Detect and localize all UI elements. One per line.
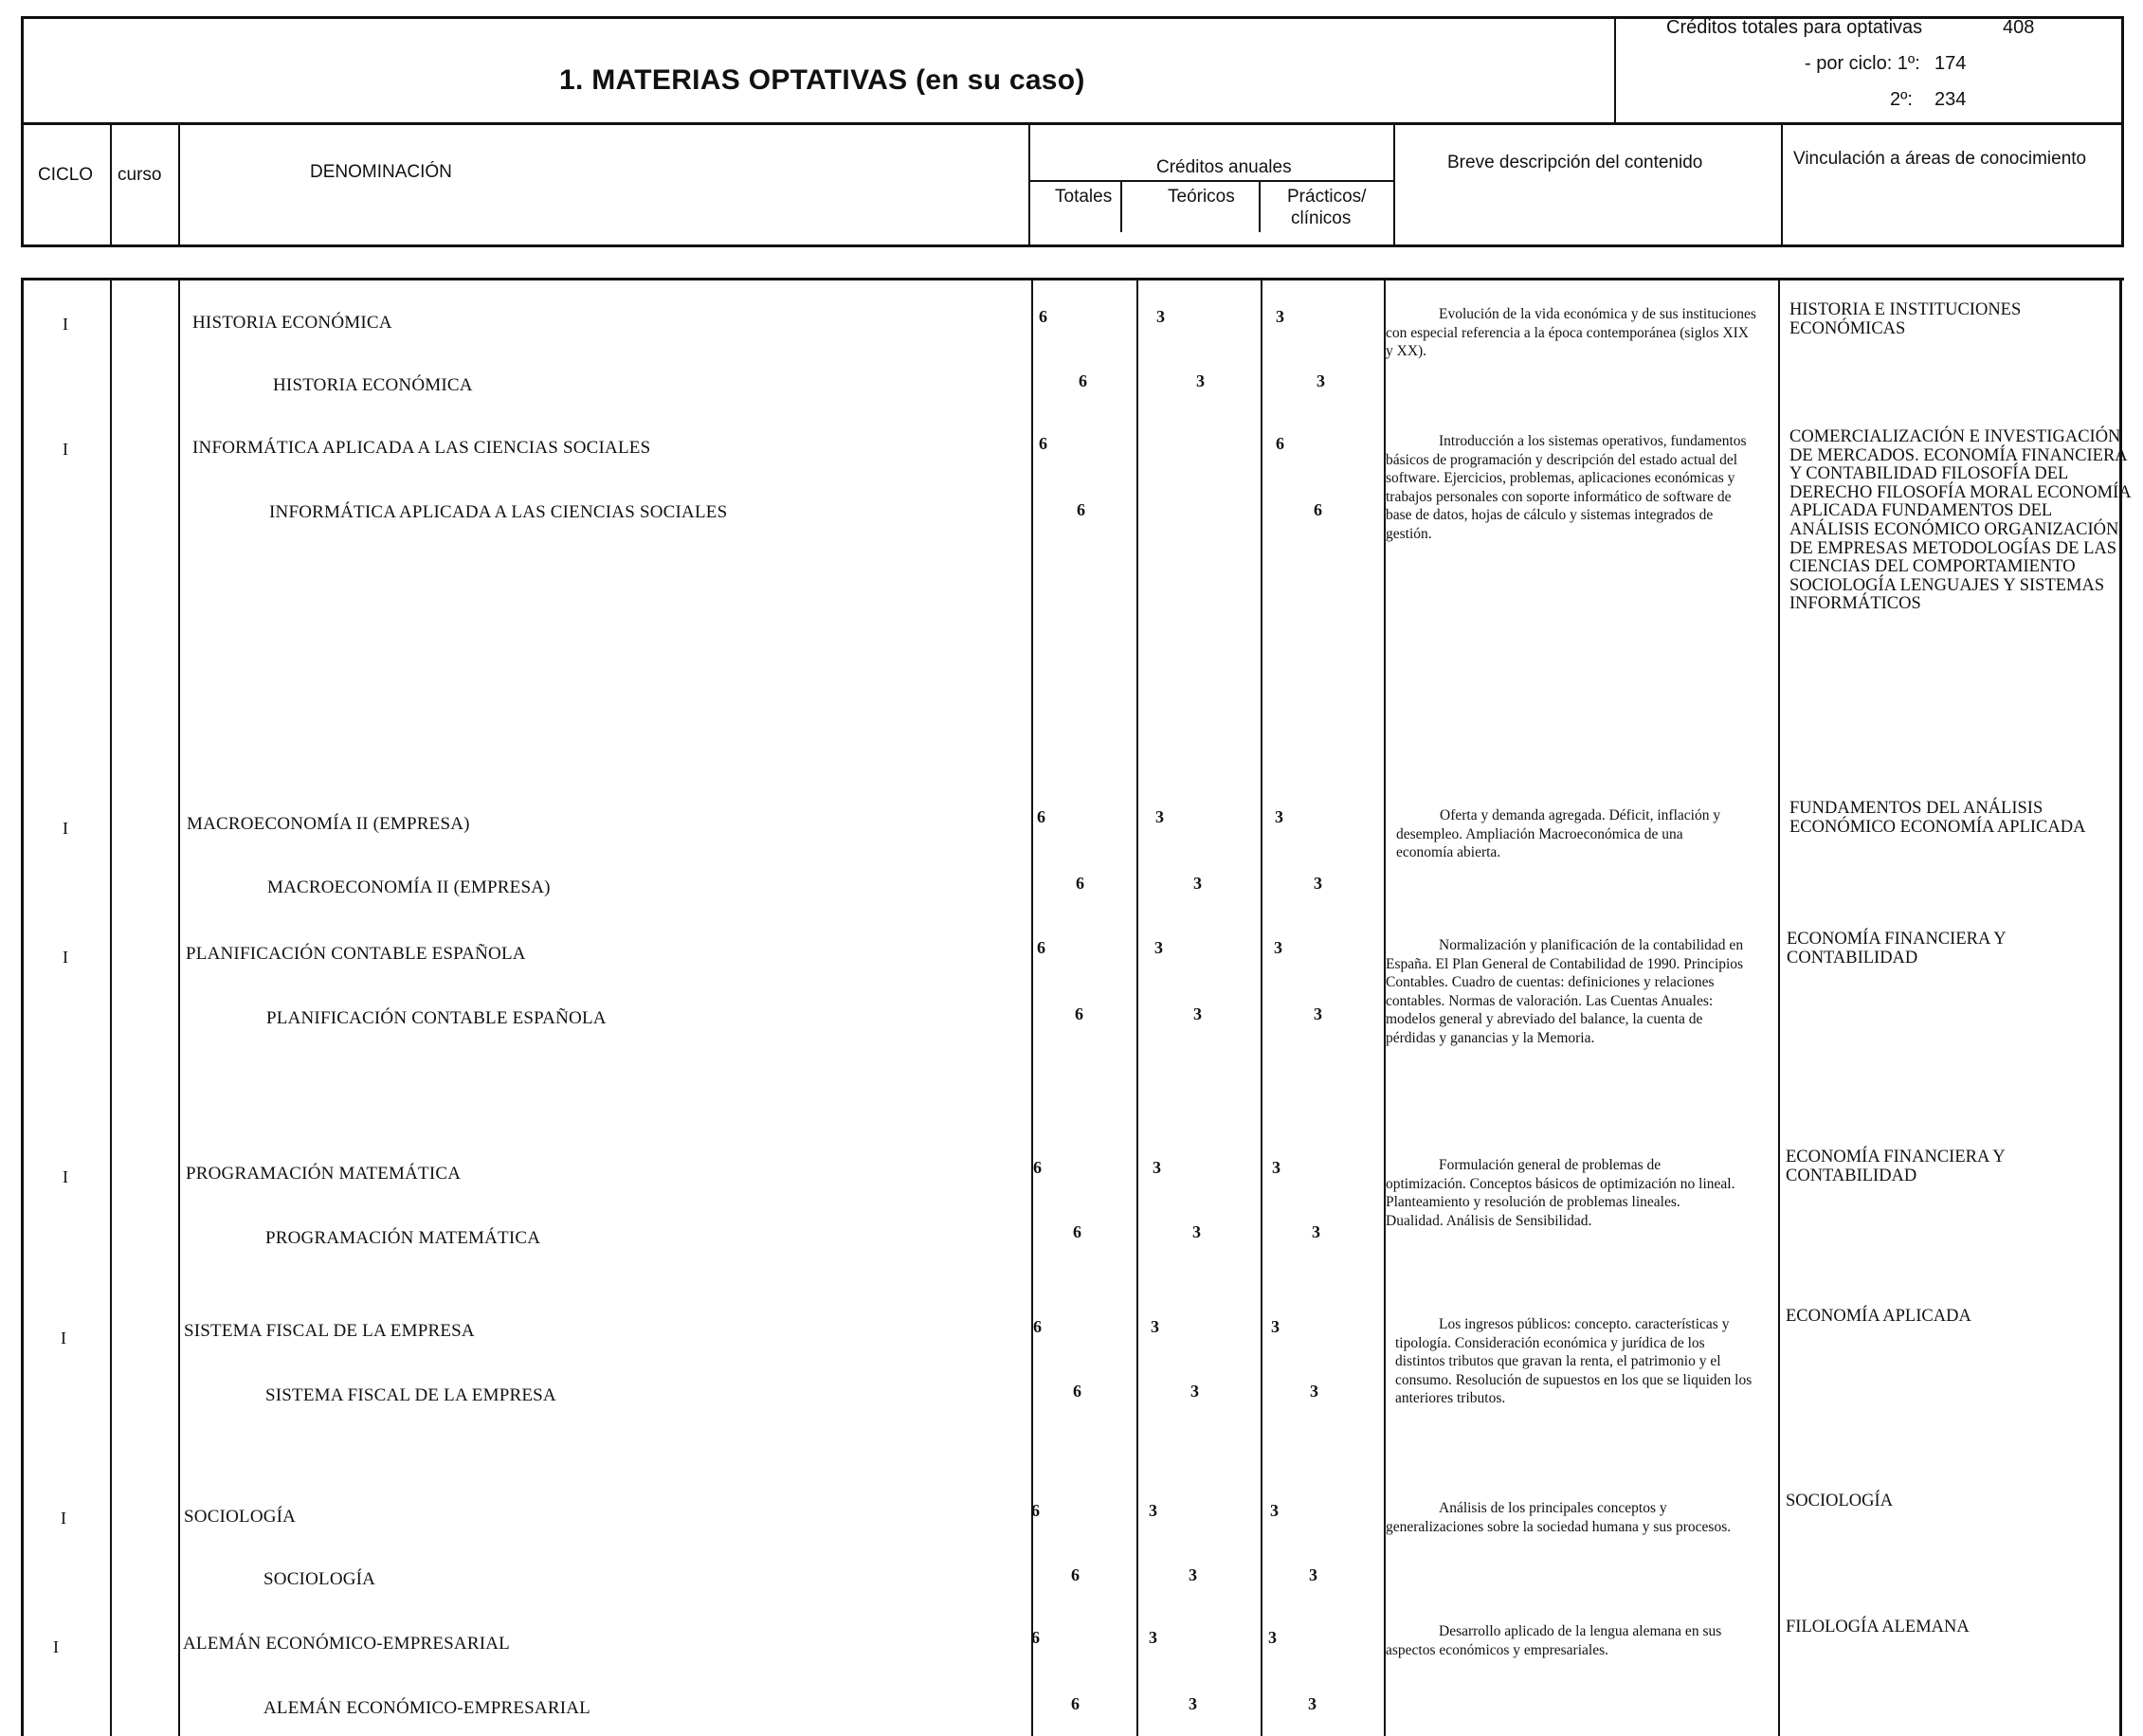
ciclo1-value: 174 <box>1934 53 1967 74</box>
credit-totales: 6 <box>1033 1158 1042 1177</box>
title-divider <box>21 122 2124 125</box>
ciclo2-label: 2º: <box>1890 89 1913 110</box>
sub-credit-practicos: 6 <box>1314 500 1322 519</box>
subject-description: Los ingresos públicos: concepto. características y tipología. Consideración económica y jurídica de los distintos tributos que gravan la renta, el patrimonio y el consumo. Resolución de supuestos en los que se liquiden los anteriores tributos. <box>1395 1316 1753 1407</box>
creditos-totales-label: Créditos totales para optativas <box>1666 17 1923 38</box>
knowledge-areas: COMERCIALIZACIÓN E INVESTIGACIÓN DE MERCADOS. ECONOMÍA FINANCIERA Y CONTABILIDAD FILOSOFÍA DEL DERECHO FILOSOFÍA MORAL ECONOMÍA APLICADA FUNDAMENTOS DEL ANÁLISIS ECONÓMICO ORGANIZACIÓN DE EMPRESAS METODOLOGÍAS DE LAS CIENCIAS DEL COMPORTAMIENTO SOCIOLOGÍA LENGUAJES Y SISTEMAS INFORMÁTICOS <box>1789 427 2131 614</box>
col-divider-denominacion <box>1028 122 1030 246</box>
column-header-practicos: Prácticos/ <box>1287 187 1367 207</box>
knowledge-areas: ECONOMÍA FINANCIERA Y CONTABILIDAD <box>1787 930 2006 967</box>
subject-subname: SOCIOLOGÍA <box>263 1569 376 1589</box>
credit-practicos: 3 <box>1275 807 1283 826</box>
subject-description: Análisis de los principales conceptos y generalizaciones sobre la sociedad humana y sus procesos. <box>1386 1500 1732 1535</box>
col-divider-curso <box>178 122 180 246</box>
credit-totales: 6 <box>1039 307 1047 326</box>
credit-teoricos: 3 <box>1156 307 1165 326</box>
credit-totales: 6 <box>1031 1501 1040 1520</box>
sub-credit-practicos: 3 <box>1308 1694 1317 1713</box>
credit-practicos: 3 <box>1272 1158 1280 1177</box>
credit-totales: 6 <box>1031 1628 1040 1647</box>
credit-teoricos: 3 <box>1151 1317 1159 1336</box>
subject-subname: ALEMÁN ECONÓMICO-EMPRESARIAL <box>263 1698 590 1718</box>
knowledge-areas: FUNDAMENTOS DEL ANÁLISIS ECONÓMICO ECONOMÍA APLICADA <box>1789 799 2086 837</box>
credit-teoricos: 3 <box>1155 807 1164 826</box>
column-header-ciclo: CICLO <box>38 165 94 185</box>
subject-description: Formulación general de problemas de optimización. Conceptos básicos de optimización no lineal. Planteamiento y resolución de problemas lineales. Dualidad. Análisis de Sensibilidad. <box>1386 1157 1735 1229</box>
sub-credit-teoricos: 3 <box>1192 1222 1201 1241</box>
sub-credit-teoricos: 3 <box>1189 1565 1197 1584</box>
column-header-curso: curso <box>118 165 162 185</box>
subject-subname: SISTEMA FISCAL DE LA EMPRESA <box>265 1385 556 1405</box>
subject-name: INFORMÁTICA APLICADA A LAS CIENCIAS SOCIALES <box>192 438 651 458</box>
subject-subname: PLANIFICACIÓN CONTABLE ESPAÑOLA <box>266 1008 607 1028</box>
sub-credit-totales: 6 <box>1075 1004 1083 1023</box>
row-ciclo: I <box>61 1509 66 1528</box>
sub-credit-teoricos: 3 <box>1193 1004 1202 1023</box>
subject-description: Introducción a los sistemas operativos, fundamentos básicos de programación y descripción del estado actual del software. Ejercicios, problemas, aplicaciones económicas y trabajos personales con soporte informático de software de base de datos, hojas de cálculo y sistemas integrados de gestión. <box>1386 433 1747 542</box>
col-divider-creditos <box>1393 122 1395 246</box>
sub-credit-totales: 6 <box>1079 371 1087 390</box>
sub-credit-practicos: 3 <box>1314 1004 1322 1023</box>
row-ciclo: I <box>63 1167 68 1186</box>
column-header-descripcion: Breve descripción del contenido <box>1447 153 1703 172</box>
subject-subname: MACROECONOMÍA II (EMPRESA) <box>267 877 551 897</box>
credit-teoricos: 3 <box>1153 1158 1161 1177</box>
credit-practicos: 3 <box>1270 1501 1279 1520</box>
row-ciclo: I <box>63 440 68 459</box>
sub-credit-practicos: 3 <box>1312 1222 1320 1241</box>
subject-description: Desarrollo aplicado de la lengua alemana en sus aspectos económicos y empresariales. <box>1386 1623 1722 1658</box>
column-header-denominacion: DENOMINACIÓN <box>310 162 452 182</box>
row-ciclo: I <box>53 1637 59 1656</box>
creditos-totales-value: 408 <box>2003 17 2035 38</box>
creditos-subheader-line <box>1028 180 1394 182</box>
sub-credit-practicos: 3 <box>1309 1565 1317 1584</box>
credit-teoricos: 3 <box>1154 938 1163 957</box>
sub-credit-totales: 6 <box>1077 500 1085 519</box>
credit-practicos: 3 <box>1268 1628 1277 1647</box>
credit-totales: 6 <box>1037 807 1045 826</box>
column-header-teoricos: Teóricos <box>1168 187 1235 207</box>
credit-practicos: 3 <box>1276 307 1284 326</box>
column-header-creditos-anuales: Créditos anuales <box>1156 157 1292 177</box>
subject-name: SOCIOLOGÍA <box>184 1507 297 1527</box>
sub-credit-totales: 6 <box>1073 1222 1081 1241</box>
subject-description: Evolución de la vida económica y de sus instituciones con especial referencia a la época contemporánea (siglos XIX y XX). <box>1386 306 1756 360</box>
header-box-bottom-border <box>21 244 2124 247</box>
subject-subname: PROGRAMACIÓN MATEMÁTICA <box>265 1228 541 1248</box>
body-col-curso <box>178 278 180 1736</box>
col-divider-teoricos <box>1120 180 1122 232</box>
ciclo2-value: 234 <box>1934 89 1967 110</box>
body-col-practicos <box>1261 278 1262 1736</box>
sub-credit-practicos: 3 <box>1314 874 1322 893</box>
credit-teoricos: 3 <box>1149 1628 1157 1647</box>
knowledge-areas: SOCIOLOGÍA <box>1786 1492 1894 1510</box>
body-col-ciclo <box>110 278 112 1736</box>
page-title: 1. MATERIAS OPTATIVAS (en su caso) <box>559 64 1085 96</box>
credit-practicos: 3 <box>1274 938 1282 957</box>
subject-name: PLANIFICACIÓN CONTABLE ESPAÑOLA <box>186 944 526 964</box>
credit-practicos: 6 <box>1276 434 1284 453</box>
body-col-vinculacion <box>1778 278 1780 1736</box>
subject-subname: HISTORIA ECONÓMICA <box>273 375 473 395</box>
row-ciclo: I <box>63 819 68 838</box>
sub-credit-teoricos: 3 <box>1196 371 1205 390</box>
row-ciclo: I <box>63 315 68 334</box>
col-divider-ciclo <box>110 122 112 246</box>
sub-credit-totales: 6 <box>1073 1382 1081 1401</box>
subject-name: PROGRAMACIÓN MATEMÁTICA <box>186 1164 462 1184</box>
por-ciclo-label: - por ciclo: 1º: <box>1805 53 1920 74</box>
totals-divider <box>1614 16 1616 122</box>
body-col-teoricos <box>1136 278 1138 1736</box>
sub-credit-totales: 6 <box>1071 1565 1080 1584</box>
knowledge-areas: HISTORIA E INSTITUCIONES ECONÓMICAS <box>1789 300 2022 338</box>
column-header-vinculacion: Vinculación a áreas de conocimiento <box>1793 149 2087 169</box>
subject-subname: INFORMÁTICA APLICADA A LAS CIENCIAS SOCIALES <box>269 502 728 522</box>
knowledge-areas: ECONOMÍA APLICADA <box>1786 1307 1971 1326</box>
subject-name: MACROECONOMÍA II (EMPRESA) <box>187 814 470 834</box>
knowledge-areas: ECONOMÍA FINANCIERA Y CONTABILIDAD <box>1786 1148 2005 1185</box>
credit-totales: 6 <box>1037 938 1045 957</box>
subject-name: ALEMÁN ECONÓMICO-EMPRESARIAL <box>183 1634 510 1654</box>
sub-credit-teoricos: 3 <box>1190 1382 1199 1401</box>
sub-credit-practicos: 3 <box>1310 1382 1318 1401</box>
subject-description: Oferta y demanda agregada. Déficit, inflación y desempleo. Ampliación Macroeconómica de una economía abierta. <box>1396 807 1721 861</box>
body-left-border <box>21 278 24 1736</box>
row-ciclo: I <box>61 1329 66 1347</box>
subject-name: HISTORIA ECONÓMICA <box>192 313 392 333</box>
body-top-border <box>21 278 2124 280</box>
header-box-right-border <box>2121 16 2124 246</box>
sub-credit-totales: 6 <box>1076 874 1084 893</box>
col-divider-practicos <box>1259 180 1261 232</box>
subject-description: Normalización y planificación de la contabilidad en España. El Plan General de Contabilidad de 1990. Principios Contables. Cuadro de cuentas: definiciones y relaciones contables. Normas de valoración. Las Cuentas Anuales: modelos general y abreviado del balance, la cuenta de pérdidas y ganancias y la Memoria. <box>1386 937 1744 1046</box>
sub-credit-practicos: 3 <box>1317 371 1325 390</box>
row-ciclo: I <box>63 948 68 967</box>
credit-totales: 6 <box>1033 1317 1042 1336</box>
sub-credit-totales: 6 <box>1071 1694 1080 1713</box>
column-header-clinicos: clínicos <box>1291 208 1352 228</box>
credit-totales: 6 <box>1039 434 1047 453</box>
column-header-totales: Totales <box>1055 187 1113 207</box>
subject-name: SISTEMA FISCAL DE LA EMPRESA <box>184 1321 475 1341</box>
col-divider-descripcion <box>1781 122 1783 246</box>
header-box-left-border <box>21 16 24 246</box>
credit-teoricos: 3 <box>1149 1501 1157 1520</box>
sub-credit-teoricos: 3 <box>1189 1694 1197 1713</box>
credit-practicos: 3 <box>1271 1317 1280 1336</box>
knowledge-areas: FILOLOGÍA ALEMANA <box>1786 1618 1970 1637</box>
sub-credit-teoricos: 3 <box>1193 874 1202 893</box>
